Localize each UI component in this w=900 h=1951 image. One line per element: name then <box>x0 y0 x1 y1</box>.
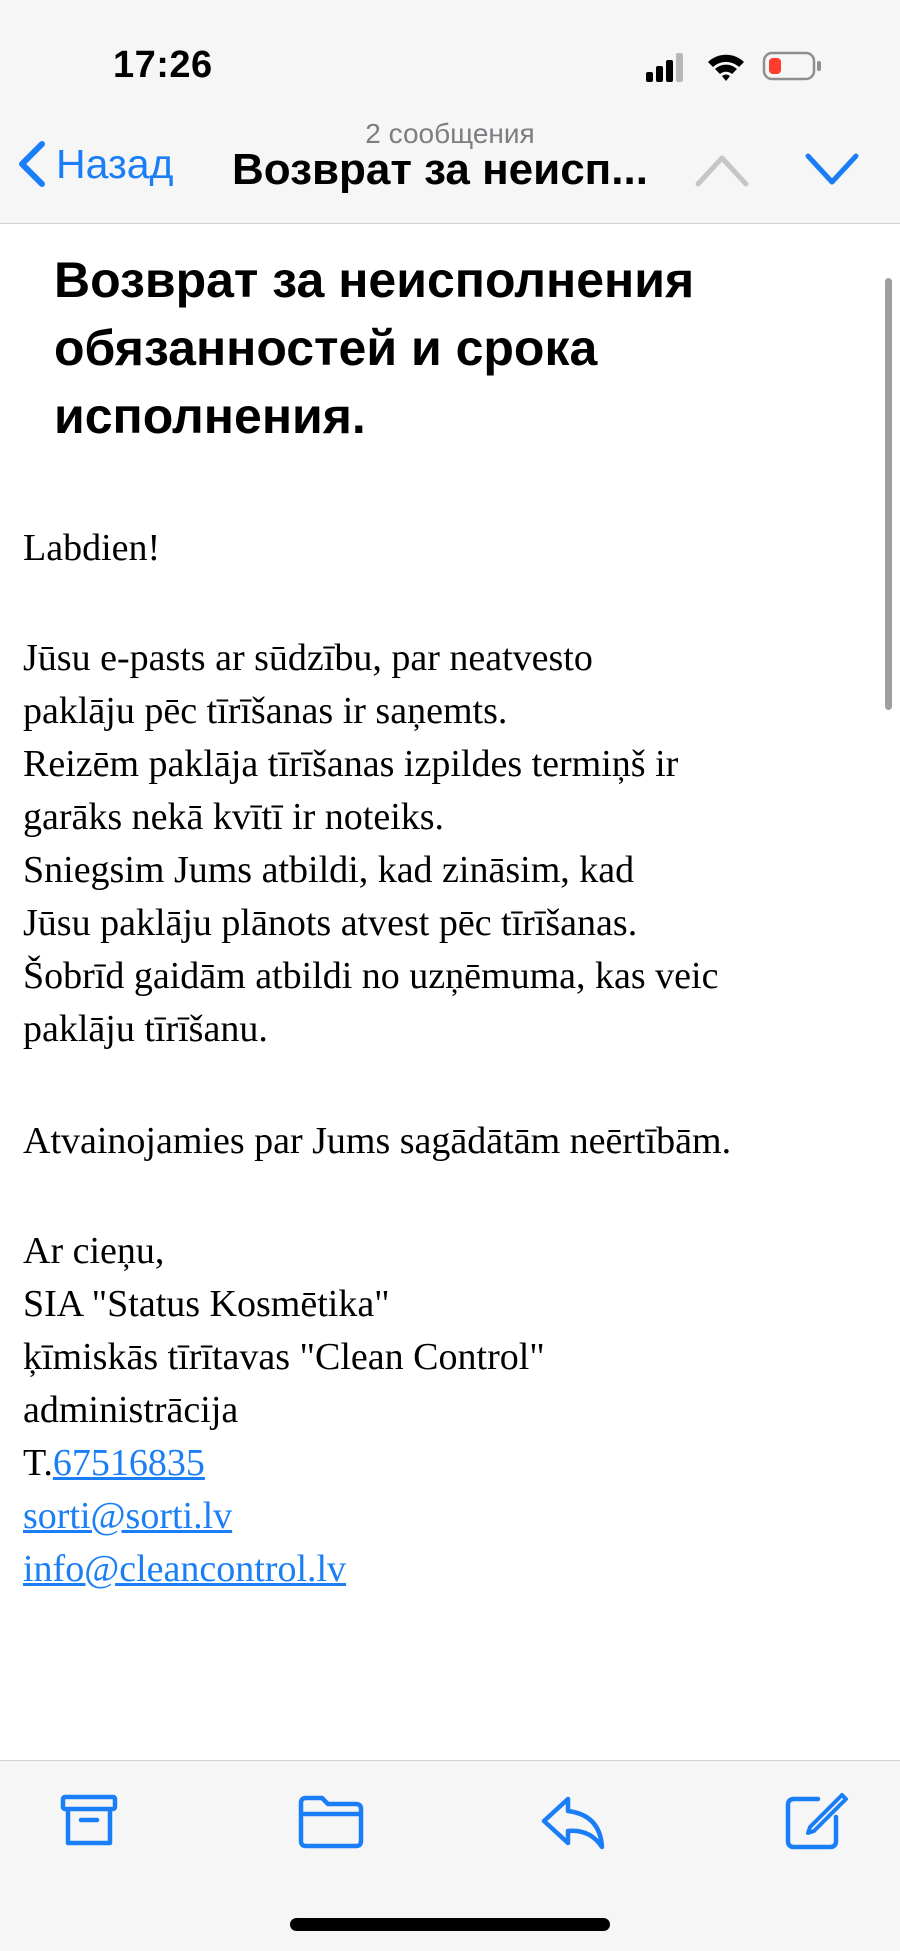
paragraph-line: Šobrīd gaidām atbildi no uzņēmuma, kas veic <box>23 955 719 997</box>
back-label: Назад <box>56 141 174 187</box>
signature-phone-row <box>23 1437 883 1490</box>
thread-title: Возврат за неисп... <box>232 145 648 194</box>
status-time: 17:26 <box>113 44 213 86</box>
paragraph-line: garāks nekā kvītī ir noteiks. <box>23 796 445 838</box>
paragraph-line: paklāju pēc tīrīšanas ir saņemts. <box>23 690 508 732</box>
email-row <box>23 1490 883 1543</box>
phone-link[interactable]: 67516835 <box>52 1442 205 1484</box>
compose-icon[interactable] <box>780 1791 850 1851</box>
greeting <box>23 522 883 575</box>
home-indicator[interactable] <box>290 1918 610 1931</box>
scrollbar[interactable] <box>885 278 892 710</box>
email-link-cleancontrol[interactable]: info@cleancontrol.lv <box>23 1548 347 1590</box>
previous-message-chevron-up-icon[interactable] <box>694 150 750 190</box>
paragraph-line: paklāju tīrīšanu. <box>23 1008 268 1050</box>
message-count: 2 сообщения <box>365 118 535 149</box>
navigation-bar <box>0 110 900 210</box>
signature-division: ķīmiskās tīrītavas "Clean Control" <box>23 1336 545 1378</box>
wifi-icon <box>706 50 746 82</box>
signature-department: administrācija <box>23 1389 239 1431</box>
message-subject: Возврат за неисполнения обязанностей и срока исполнения. <box>54 252 695 444</box>
chevron-left-icon <box>14 138 50 190</box>
paragraph-line: Jūsu e-pasts ar sūdzību, par neatvesto <box>23 637 593 679</box>
apology-text: Atvainojamies par Jums sagādātām neērtībām. <box>23 1120 732 1162</box>
back-button[interactable] <box>14 138 173 190</box>
message-paragraph <box>23 632 883 1056</box>
paragraph-line: Jūsu paklāju plānots atvest pēc tīrīšanas. <box>23 902 638 944</box>
bottom-toolbar <box>0 1760 900 1951</box>
cellular-signal-icon <box>646 52 686 82</box>
signature <box>23 1225 883 1596</box>
archive-icon[interactable] <box>54 1791 124 1851</box>
battery-icon <box>762 50 822 82</box>
top-chrome <box>0 0 900 224</box>
signature-closing: Ar cieņu, <box>23 1230 165 1272</box>
phone-prefix: T. <box>23 1442 53 1484</box>
email-row <box>23 1543 883 1596</box>
paragraph-line: Sniegsim Jums atbildi, kad zināsim, kad <box>23 849 635 891</box>
greeting-text: Labdien! <box>23 527 161 569</box>
reply-icon[interactable] <box>538 1791 608 1851</box>
signature-company: SIA "Status Kosmētika" <box>23 1283 390 1325</box>
paragraph-line: Reizēm paklāja tīrīšanas izpildes termiņš ir <box>23 743 679 785</box>
folder-icon[interactable] <box>296 1791 366 1851</box>
email-link-sorti[interactable]: sorti@sorti.lv <box>23 1495 233 1537</box>
next-message-chevron-down-icon[interactable] <box>804 150 860 190</box>
apology <box>23 1115 883 1168</box>
